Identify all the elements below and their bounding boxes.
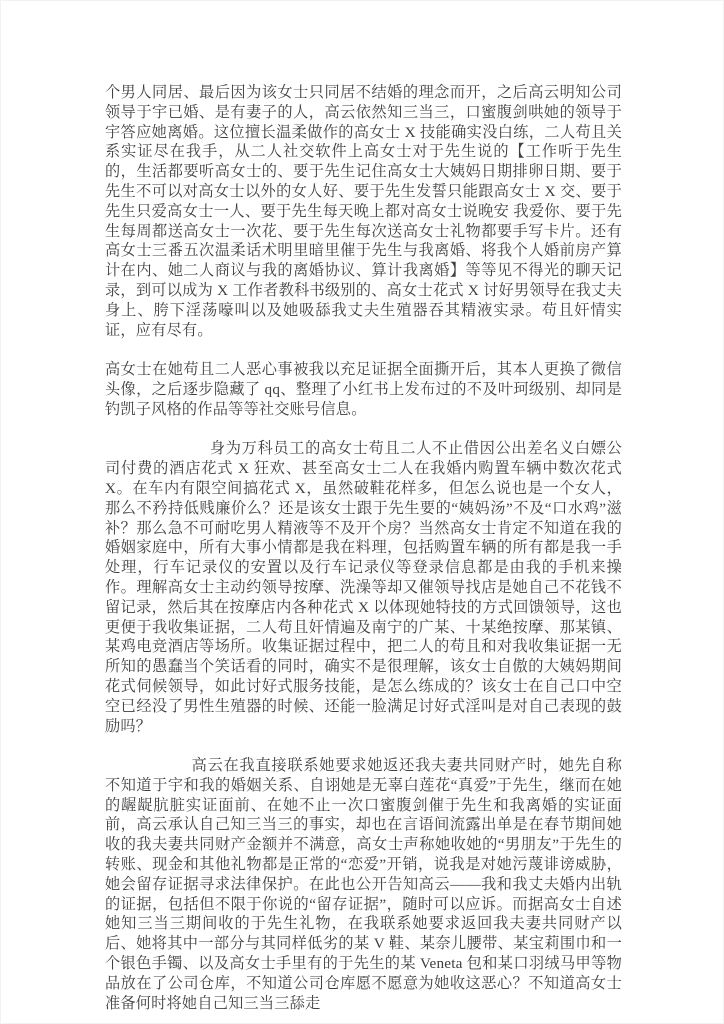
paragraph-1: 个男人同居、最后因为该女士只同居不结婚的理念而开，之后高云明知公司领导于宇已婚、是有妻子的人，高云依然知三当三，口蜜腹剑哄她的领导于宇答应她离婚。这位擅长温柔做作的高女士 X 技能确实没白练，二人苟且关系实证尽在我手，从二人社交软件上高女士对于先生说的【工作听于先生的，生活都要听高女士的、要于先生记住高女士大姨妈日期排卵日期、要于先生不可以对高女士以外的女人好、要于先生发誓只能跟高女士 X 交、要于先生只爱高女士一人、要于先生每天晚上都对高女士说晚安 我爱你、要于先生每周都送高女士一次花、要于先生每次送高女士礼物都要手写卡片。还有高女士三番五次温柔话术明里暗里催于先生与我离婚、将我个人婚前房产算计在内、她二人商议与我的离婚协议、算计我离婚】等等见不得光的聊天记录，到可以成为 X 工作者教科书级别的、高女士花式 X 讨好男领导在我丈夫身上、胯下淫荡嚎叫以及她吸舔我丈夫生殖器吞其精液实录。苟且奸情实证，应有尽有。: [105, 84, 622, 339]
document-text-block: [105, 83, 622, 1013]
paragraph-3: 身为万科员工的高女士苟且二人不止借因公出差名义白嫖公司付费的酒店花式 X 狂欢、甚至高女士二人在我婚内购置车辆中数次花式 X。在车内有限空间搞花式 X，虽然破鞋花样多，但怎么说也是一个女人，那么不矜持低贱廉价么？还是该女士跟于先生要的“姨妈汤”不及“口水鸡”滋补？那么急不可耐吃男人精液等不及开个房？当然高女士肯定不知道在我的婚姻家庭中，所有大事小情都是我在料理，包括购置车辆的所有都是我一手处理，行车记录仪的安置以及行车记录仪等登录信息都是由我的手机来操作。理解高女士主动约领导按摩、洗澡等却又催领导找店是她自己不花钱不留记录，然后其在按摩店内各种花式 X 以体现她特技的方式回馈领导，这也更便于我收集证据，二人苟且奸情遍及南宁的广某、十某绝按摩、那某镇、某鸡电竞酒店等场所。收集证据过程中，把二人的苟且和对我收集证据一无所知的愚蠢当个笑话看的同时，确实不是很理解，该女士自傲的大姨妈期间花式伺候领导，如此讨好式服务技能，是怎么练成的？该女士在自己口中空空已经没了男性生殖器的时候、还能一脸满足讨好式淫叫是对自己表现的鼓励吗？: [105, 440, 622, 735]
paragraph-4: 高云在我直接联系她要求她返还我夫妻共同财产时，她先自称不知道于宇和我的婚姻关系、自诩她是无辜白莲花“真爱”于先生，继而在她的龌龊肮脏实证面前、在她不止一次口蜜腹剑催于先生和我离婚的实证面前，高云承认自己知三当三的事实，却也在言语间流露出单是在春节期间她收的我夫妻共同财产金额并不满意，高女士声称她收她的“男朋友”于先生的转账、现金和其他礼物都是正常的“恋爱”开销，说我是对她污蔑诽谤威胁，她会留存证据寻求法律保护。在此也公开告知高云——我和我丈夫婚内出轨的证据，包括但不限于你说的“留存证据”，随时可以应诉。而据高女士自述她知三当三期间收的于先生礼物，在我联系她要求返回我夫妻共同财产以后、她将其中一部分与其同样低劣的某 V 鞋、某奈儿腰带、某宝莉围巾和一个银色手镯、以及高女士手里有的于先生的某 Veneta 包和某口羽绒马甲等物品放在了公司仓库，不知道公司仓库愿不愿意为她收这恶心？不知道高女士准备何时将她自己知三当三舔走: [105, 757, 622, 1012]
paragraph-2: 高女士在她苟且二人恶心事被我以充足证据全面撕开后，其本人更换了微信头像，之后逐步隐藏了 qq、整理了小红书上发布过的不及叶珂级别、却同是钓凯子风格的作品等等社交账号信息。: [105, 361, 622, 418]
